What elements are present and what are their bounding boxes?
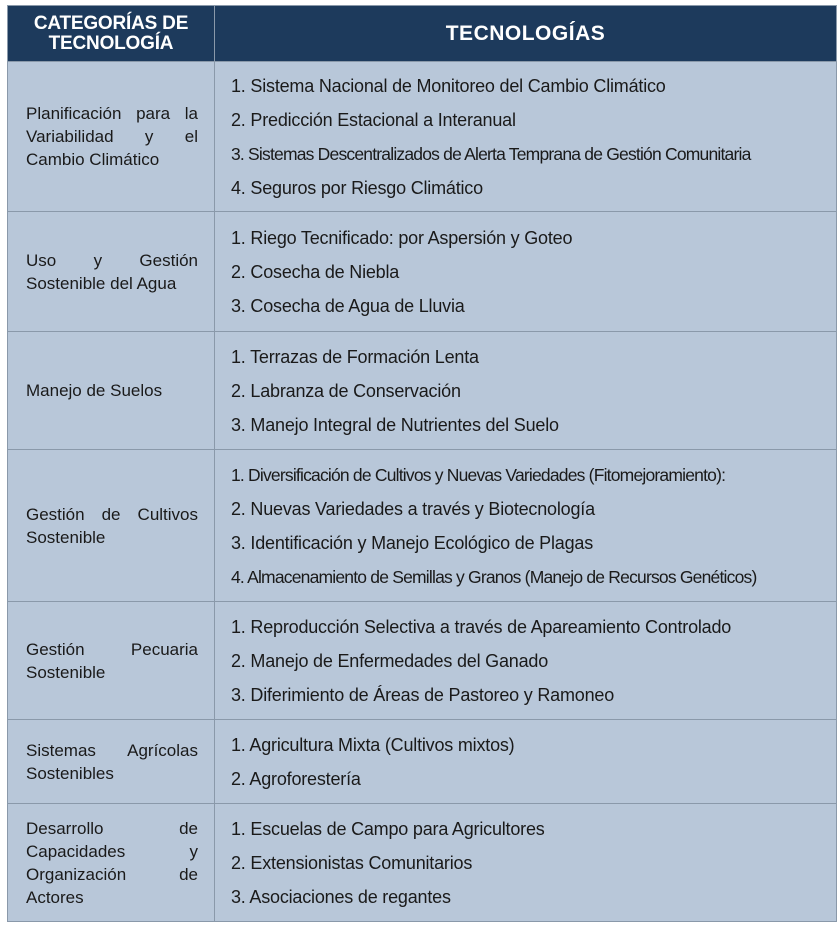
technology-item: 2. Predicción Estacional a Interanual [231,109,516,130]
technology-table-container [7,5,836,922]
technology-item: 1. Reproducción Selectiva a través de Apareamiento Controlado [231,616,732,637]
technology-item: 4. Seguros por Riesgo Climático [231,177,483,198]
technology-item: 1. Riego Tecnificado: por Aspersión y Goteo [231,227,573,248]
category-cell: Planificación para la Variabilidad y el Cambio Climático [8,62,215,212]
technology-item: 1. Sistema Nacional de Monitoreo del Cambio Climático [231,75,666,96]
technologies-cell [215,212,837,332]
table-row [8,720,837,804]
category-cell: Gestión de Cultivos Sostenible [8,450,215,602]
technologies-cell [215,450,837,602]
header-categories: CATEGORÍAS DE TECNOLOGÍA [8,6,215,62]
table-row [8,62,837,212]
technologies-cell [215,804,837,922]
technology-item: 1. Diversificación de Cultivos y Nuevas Variedades (Fitomejoramiento): [231,464,726,485]
technology-item: 3. Identificación y Manejo Ecológico de Plagas [231,532,594,553]
table-row [8,450,837,602]
category-cell: Uso y Gestión Sostenible del Agua [8,212,215,332]
table-row [8,212,837,332]
table-row [8,602,837,720]
technology-item: 2. Nuevas Variedades a través y Biotecnología [231,498,595,519]
technology-item: 3. Diferimiento de Áreas de Pastoreo y Ramoneo [231,684,615,705]
technologies-cell [215,602,837,720]
technologies-cell [215,62,837,212]
technology-item: 2. Manejo de Enfermedades del Ganado [231,650,549,671]
technology-item: 3. Asociaciones de regantes [231,886,451,907]
technology-item: 2. Cosecha de Niebla [231,261,400,282]
technology-item: 3. Cosecha de Agua de Lluvia [231,295,465,316]
table-header-row [8,6,837,62]
category-cell: Manejo de Suelos [8,332,215,450]
technology-item: 4. Almacenamiento de Semillas y Granos (Manejo de Recursos Genéticos) [231,566,757,587]
technology-item: 1. Agricultura Mixta (Cultivos mixtos) [231,734,515,755]
table-row [8,804,837,922]
category-cell: Sistemas Agrícolas Sostenibles [8,720,215,804]
technology-item: 3. Manejo Integral de Nutrientes del Suelo [231,414,559,435]
technology-item: 2. Agroforestería [231,768,361,789]
technology-item: 1. Escuelas de Campo para Agricultores [231,818,545,839]
header-technologies: TECNOLOGÍAS [215,6,837,62]
technologies-cell [215,332,837,450]
category-cell: Gestión Pecuaria Sostenible [8,602,215,720]
table-row [8,332,837,450]
technology-item: 3. Sistemas Descentralizados de Alerta Temprana de Gestión Comunitaria [231,143,751,164]
technology-item: 2. Labranza de Conservación [231,380,461,401]
category-cell: Desarrollo de Capacidades y Organización de Actores [8,804,215,922]
technologies-cell [215,720,837,804]
technology-item: 2. Extensionistas Comunitarios [231,852,473,873]
technology-table [7,5,837,922]
technology-item: 1. Terrazas de Formación Lenta [231,346,479,367]
